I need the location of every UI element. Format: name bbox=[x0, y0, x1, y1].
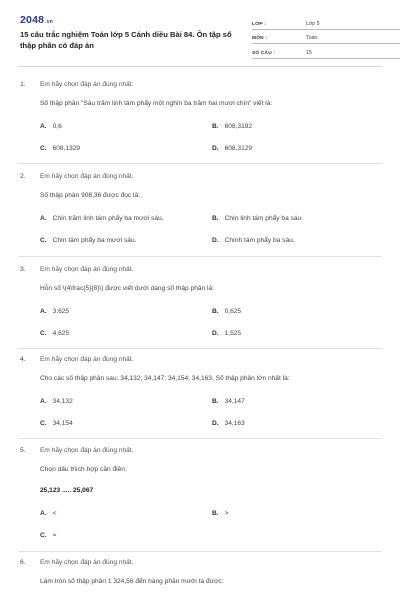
option-text: 608,3192 bbox=[224, 123, 253, 130]
question-2 bbox=[20, 173, 382, 255]
meta-value: 15 bbox=[306, 49, 312, 56]
option-a[interactable] bbox=[40, 398, 73, 405]
question-number: 6. bbox=[20, 559, 26, 566]
option-label: C. bbox=[40, 420, 47, 427]
question-number: 3. bbox=[20, 266, 26, 273]
logo-main: 2048 bbox=[20, 14, 45, 26]
meta-value: Lớp 5 bbox=[306, 20, 320, 27]
option-c[interactable] bbox=[40, 145, 80, 152]
option-a[interactable] bbox=[40, 215, 164, 222]
site-logo[interactable] bbox=[20, 14, 53, 26]
question-instruction: Em hãy chọn đáp án đúng nhất. bbox=[40, 356, 134, 363]
option-label: A. bbox=[40, 398, 47, 405]
option-c[interactable] bbox=[40, 420, 73, 427]
question-divider bbox=[18, 438, 382, 439]
option-text: 0,6 bbox=[52, 123, 62, 130]
option-text: 34,154 bbox=[52, 420, 73, 427]
option-label: B. bbox=[212, 308, 219, 315]
option-label: A. bbox=[40, 308, 47, 315]
option-b[interactable] bbox=[212, 308, 241, 315]
question-6 bbox=[20, 559, 382, 595]
option-a[interactable] bbox=[40, 510, 56, 517]
question-number: 5. bbox=[20, 447, 26, 454]
option-text: Chín tám phẩy ba mươi sáu. bbox=[52, 237, 137, 244]
meta-key: LỚP : bbox=[252, 21, 267, 27]
option-c[interactable] bbox=[40, 237, 136, 244]
question-expression: 25,123 ..... 25,067 bbox=[40, 487, 94, 494]
option-label: C. bbox=[40, 237, 47, 244]
option-d[interactable] bbox=[212, 145, 252, 152]
option-label: B. bbox=[212, 510, 219, 517]
option-label: D. bbox=[212, 145, 219, 152]
option-a[interactable] bbox=[40, 308, 69, 315]
option-b[interactable] bbox=[212, 123, 252, 130]
option-label: C. bbox=[40, 532, 47, 539]
option-text: 1,525 bbox=[224, 330, 242, 337]
worksheet-header bbox=[20, 14, 382, 64]
option-a[interactable] bbox=[40, 123, 62, 130]
option-b[interactable] bbox=[212, 215, 303, 222]
option-label: D. bbox=[212, 420, 219, 427]
option-label: C. bbox=[40, 330, 47, 337]
question-divider bbox=[18, 256, 382, 257]
question-5 bbox=[20, 447, 382, 547]
question-text: Chọn dấu thích hợp cần điền: bbox=[40, 466, 127, 473]
header-divider bbox=[18, 66, 382, 67]
question-instruction: Em hãy chọn đáp án đúng nhất. bbox=[40, 81, 134, 88]
meta-key: MÔN : bbox=[252, 36, 268, 41]
option-text: 34,147 bbox=[224, 398, 245, 405]
option-label: D. bbox=[212, 330, 219, 337]
option-label: C. bbox=[40, 145, 47, 152]
option-label: D. bbox=[212, 237, 219, 244]
question-3 bbox=[20, 266, 382, 348]
option-text: 3,625 bbox=[52, 308, 70, 315]
question-4 bbox=[20, 356, 382, 438]
question-divider bbox=[18, 163, 382, 164]
question-instruction: Em hãy chọn đáp án đúng nhất. bbox=[40, 173, 134, 180]
question-text: Số thập phân 908,36 được đọc là: bbox=[40, 192, 141, 199]
option-text: Chín linh tám phẩy ba sáu. bbox=[224, 215, 304, 222]
option-b[interactable] bbox=[212, 398, 245, 405]
option-c[interactable] bbox=[40, 532, 56, 539]
option-label: B. bbox=[212, 215, 219, 222]
question-number: 4. bbox=[20, 356, 26, 363]
option-d[interactable] bbox=[212, 330, 241, 337]
option-text: < bbox=[52, 510, 57, 517]
meta-key: SỐ CÂU : bbox=[252, 50, 276, 56]
option-text: 0,625 bbox=[224, 308, 242, 315]
option-label: A. bbox=[40, 510, 47, 517]
logo-suffix: .vn bbox=[45, 19, 53, 25]
meta-row-count bbox=[252, 45, 400, 59]
page-title: 15 câu trắc nghiệm Toán lớp 5 Cánh diều Bài 84. Ôn tập số thập phân có đáp án bbox=[20, 30, 232, 50]
meta-row-grade bbox=[252, 16, 400, 30]
question-text: Làm tròn số thập phân 1 324,56 đến hàng phần mười ta được: bbox=[40, 578, 224, 585]
question-divider bbox=[18, 551, 382, 552]
option-label: B. bbox=[212, 123, 219, 130]
meta-row-subject bbox=[252, 31, 400, 45]
question-instruction: Em hãy chọn đáp án đúng nhất. bbox=[40, 559, 134, 566]
option-text: 608,1329 bbox=[52, 145, 81, 152]
option-text: 34,132 bbox=[52, 398, 73, 405]
option-text: = bbox=[52, 532, 57, 539]
option-text: > bbox=[224, 510, 229, 517]
option-text: 608,3129 bbox=[224, 145, 253, 152]
option-b[interactable] bbox=[212, 510, 228, 517]
option-text: Chín trăm linh tám phẩy ba mươi sáu. bbox=[52, 215, 164, 222]
question-text: Cho các số thập phân sau: 34,132; 34,147; 34,154; 34,163. Số thập phân lớn nhất là: bbox=[40, 375, 290, 382]
question-number: 2. bbox=[20, 173, 26, 180]
question-divider bbox=[18, 348, 382, 349]
meta-value: Toán bbox=[306, 35, 318, 41]
option-c[interactable] bbox=[40, 330, 69, 337]
question-text: Hỗn số \(4\frac{5}{8}\) được viết dưới dạng số thập phân là: bbox=[40, 285, 215, 292]
option-label: A. bbox=[40, 215, 47, 222]
option-text: 4,625 bbox=[52, 330, 70, 337]
option-text: Chính tám phẩy ba sáu. bbox=[224, 237, 295, 244]
question-instruction: Em hãy chọn đáp án đúng nhất. bbox=[40, 266, 134, 273]
option-d[interactable] bbox=[212, 237, 295, 244]
option-label: A. bbox=[40, 123, 47, 130]
question-1 bbox=[20, 81, 382, 163]
option-label: B. bbox=[212, 398, 219, 405]
question-text: Số thập phân "Sáu trăm linh tám phẩy một nghìn ba trăm hai mươi chín" viết là: bbox=[40, 100, 273, 107]
question-instruction: Em hãy chọn đáp án đúng nhất. bbox=[40, 447, 134, 454]
question-number: 1. bbox=[20, 81, 26, 88]
option-text: 34,163 bbox=[224, 420, 245, 427]
meta-info bbox=[252, 16, 400, 60]
option-d[interactable] bbox=[212, 420, 245, 427]
